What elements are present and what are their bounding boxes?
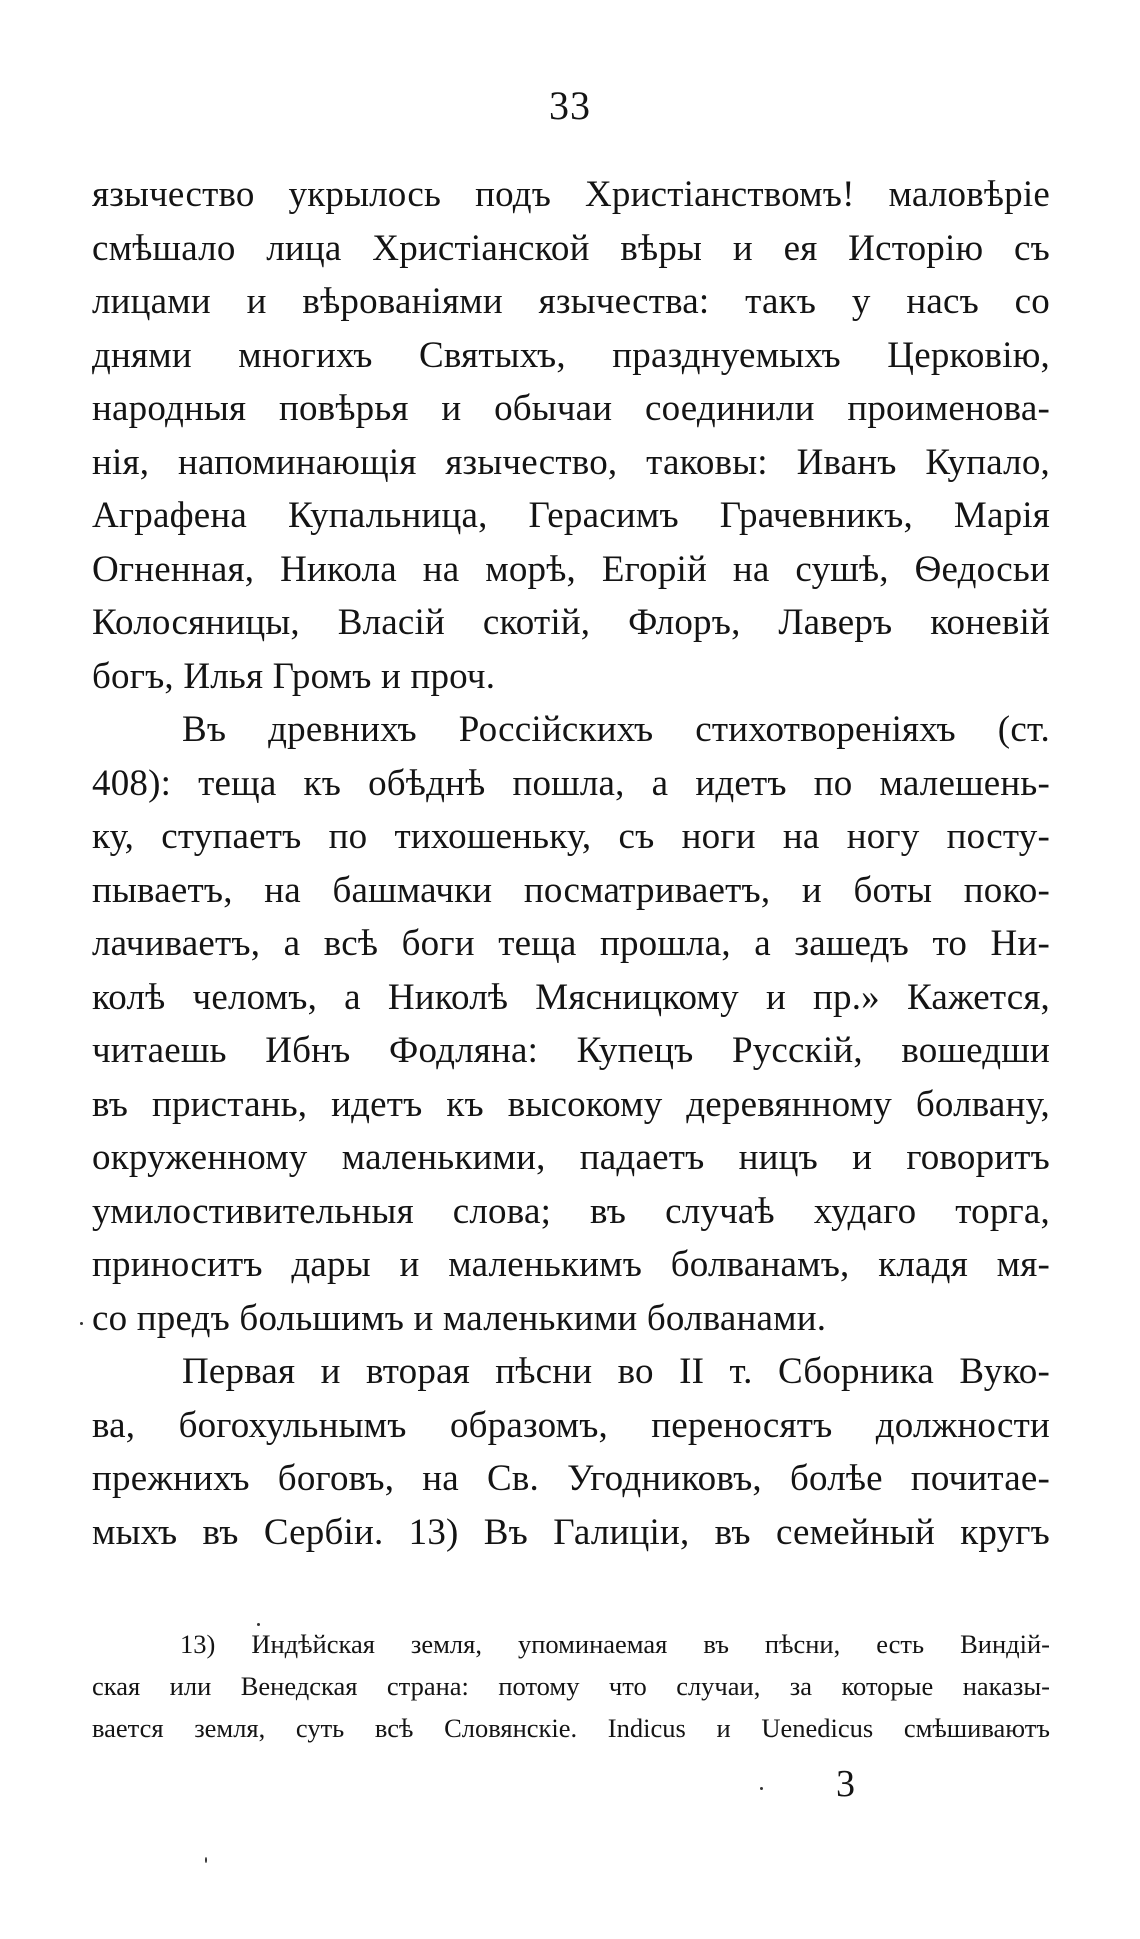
text-line: ку, ступаетъ по тихошеньку, съ ноги на ногу посту- (92, 816, 1050, 857)
text-line: колѣ челомъ, а Николѣ Мясницкому и пр.» Кажется, (92, 976, 1050, 1018)
text-line: окруженному маленькими, падаетъ ницъ и говоритъ (92, 1137, 1050, 1178)
footnote (92, 1623, 1050, 1749)
print-speck (205, 1857, 207, 1863)
print-speck (760, 1787, 763, 1790)
footnote-line: 13) Индѣйская земля, упоминаемая въ пѣсни, есть Виндій- (180, 1629, 1050, 1659)
page-number: 33 (549, 83, 591, 128)
text-line: Колосяницы, Власій скотій, Флоръ, Лаверъ коневій (92, 602, 1050, 643)
footnote-line: вается земля, суть всѣ Словянскіе. Indicus и Uenedicus смѣшиваютъ (92, 1713, 1050, 1743)
body-text (92, 168, 1050, 1559)
footnote-line: ская или Венедская страна: потому что случаи, за которые наказы- (92, 1671, 1050, 1701)
text-line: умилостивительныя слова; въ случаѣ худаго торга, (92, 1190, 1050, 1232)
text-line: богъ, Илья Громъ и проч. (92, 655, 496, 697)
print-speck (257, 1623, 260, 1626)
text-line: прежнихъ боговъ, на Св. Угодниковъ, болѣе почитае- (92, 1458, 1050, 1499)
text-line: со предъ большимъ и маленькими болванами. (92, 1297, 827, 1339)
text-line: нія, напоминающія язычество, таковы: Иванъ Купало, (92, 441, 1050, 483)
text-line: смѣшало лица Христіанской вѣры и ея Исторію съ (92, 227, 1050, 269)
text-line: Аграфена Купальница, Герасимъ Грачевникъ, Марія (92, 495, 1050, 536)
text-line: въ пристань, идетъ къ высокому деревянному болвану, (92, 1083, 1050, 1125)
text-line: народныя повѣрья и обычаи соединили проименова- (92, 388, 1050, 429)
text-line: лачиваетъ, а всѣ боги теща прошла, а зашедъ то Ни- (92, 923, 1050, 964)
text-line: мыхъ въ Сербіи. 13) Въ Галиціи, въ семейный кругъ (92, 1511, 1050, 1553)
text-line: Первая и вторая пѣсни во II т. Сборника Вуко- (182, 1351, 1050, 1392)
text-line: приноситъ дары и маленькимъ болванамъ, кладя мя- (92, 1244, 1050, 1285)
text-line: ва, богохульнымъ образомъ, переносятъ должности (92, 1404, 1050, 1446)
text-line: читаешь Ибнъ Фодляна: Купецъ Русскій, вошедши (92, 1030, 1050, 1071)
text-line: лицами и вѣрованіями язычества: такъ у насъ со (92, 281, 1050, 322)
text-line: пываетъ, на башмачки посматриваетъ, и боты поко- (92, 869, 1050, 911)
print-speck (80, 1322, 83, 1325)
text-line: язычество укрылось подъ Христіанствомъ! маловѣріе (92, 174, 1050, 215)
text-line: днями многихъ Святыхъ, празднуемыхъ Церковію, (92, 334, 1050, 376)
text-line: Огненная, Никола на морѣ, Егорій на сушѣ, Ѳедосьи (92, 548, 1050, 590)
text-line: 408): теща къ обѣднѣ пошла, а идетъ по малешень- (92, 762, 1050, 804)
signature-mark: 3 (836, 1763, 855, 1805)
text-line: Въ древнихъ Россійскихъ стихотвореніяхъ (ст. (182, 709, 1050, 750)
